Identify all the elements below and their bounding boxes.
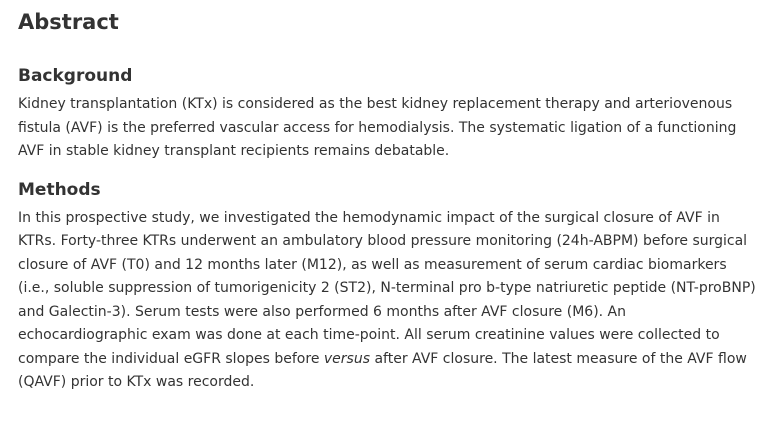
background-paragraph: Kidney transplantation (KTx) is considered as the best kidney replacement therapy and arteriovenous fistula (AVF) is the preferred vascular access for hemodialysis. The systematic ligation of a functioning AVF in stable kidney transplant recipients remains debatable. [18, 96, 737, 159]
methods-italic-versus: versus [323, 350, 371, 367]
methods-text-part-2: after AVF closure. The latest measure of the AVF flow (QAVF) prior to KTx was recorded. [18, 350, 747, 390]
methods-paragraph [18, 207, 758, 395]
methods-heading: Methods [18, 179, 101, 200]
abstract-title: Abstract [18, 10, 119, 34]
background-heading: Background [18, 66, 133, 86]
methods-text-part-1: In this prospective study, we investigated the hemodynamic impact of the surgical closure of AVF in KTRs. Forty-three KTRs underwent an ambulatory blood pressure monitoring (24h-ABPM) before surgical closure of AVF (T0) and 12 months later (M12), as well as measurement of serum cardiac biomarkers (i.e., soluble suppression of tumorigenicity 2 (ST2), N-terminal pro b-type natriuretic peptide (NT-proBNP) and Galectin-3). Serum tests were also performed 6 months after AVF closure (M6). An echocardiographic exam was done at each time-point. All serum creatinine values were collected to compare the individual eGFR slopes before [18, 209, 756, 367]
